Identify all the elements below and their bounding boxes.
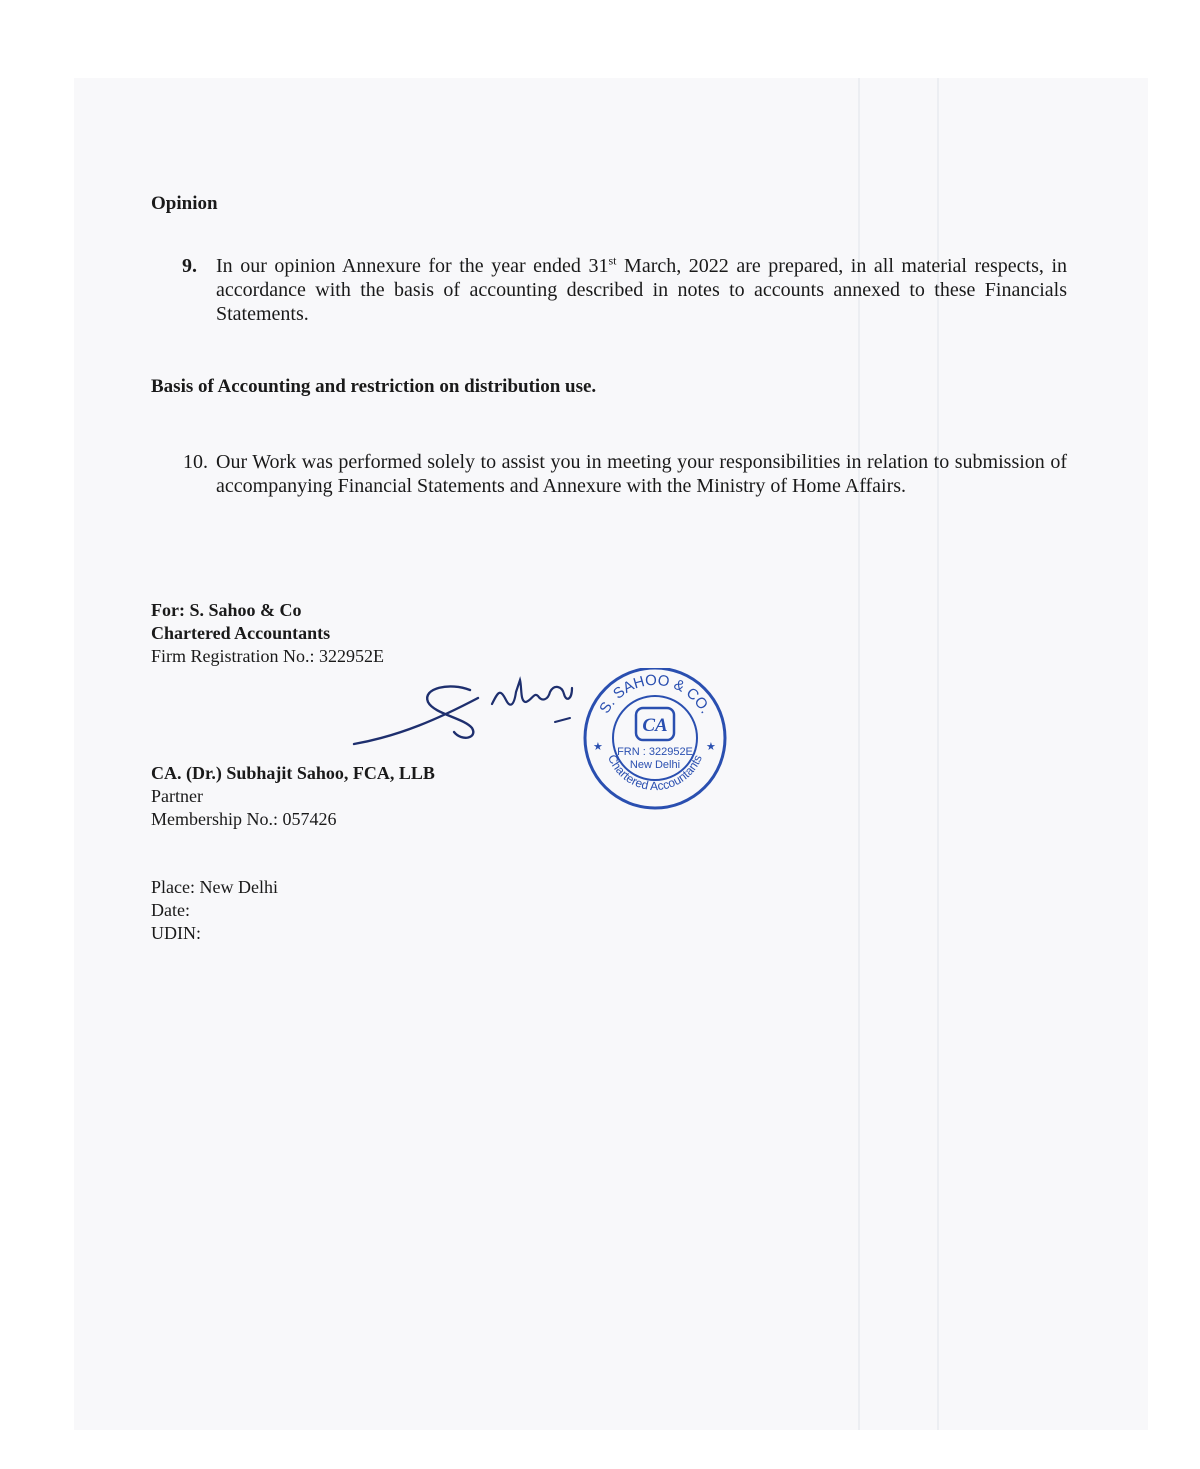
place-line: Place: New Delhi: [151, 877, 278, 897]
svg-text:S. SAHOO & CO.: S. SAHOO & CO.: [596, 671, 714, 717]
svg-text:New Delhi: New Delhi: [629, 759, 681, 771]
opinion-text-end: March, 2022 are prepared, in all material respects, in accordance with the basis of accounting described in notes to accounts annexed to these Financials Statements.: [216, 255, 1068, 325]
paragraph-number: 9.: [182, 255, 197, 277]
signatory-role: Partner: [151, 786, 203, 806]
svg-text:★: ★: [593, 741, 603, 753]
firm-seal-stamp: [580, 668, 730, 815]
date-line: Date:: [151, 900, 190, 920]
signatory-name: CA. (Dr.) Subhajit Sahoo, FCA, LLB: [151, 763, 435, 783]
membership-number: Membership No.: 057426: [151, 809, 337, 829]
date-ordinal-suffix: st: [608, 253, 617, 268]
svg-text:FRN : 322952E: FRN : 322952E: [617, 746, 693, 758]
handwritten-signature: [350, 660, 590, 755]
basis-paragraph: Our Work was performed solely to assist you in meeting your responsibilities in relation to submission of accompanying Financial Statements and Annexure with the Ministry of Home Affairs.: [216, 451, 1067, 497]
opinion-paragraph: [216, 254, 1067, 326]
firm-name: For: S. Sahoo & Co: [151, 600, 302, 620]
opinion-heading: Opinion: [151, 193, 218, 214]
svg-text:★: ★: [706, 741, 716, 753]
paragraph-number: 10.: [183, 451, 208, 473]
basis-heading: Basis of Accounting and restriction on distribution use.: [151, 376, 597, 397]
firm-registration: Firm Registration No.: 322952E: [151, 646, 384, 666]
opinion-text-start: In our opinion Annexure for the year ended 31: [216, 255, 609, 277]
svg-text:CA: CA: [642, 715, 668, 736]
firm-designation: Chartered Accountants: [151, 623, 331, 643]
svg-text:Chartered Accountants: Chartered Accountants: [605, 752, 705, 794]
udin-line: UDIN:: [151, 923, 201, 943]
